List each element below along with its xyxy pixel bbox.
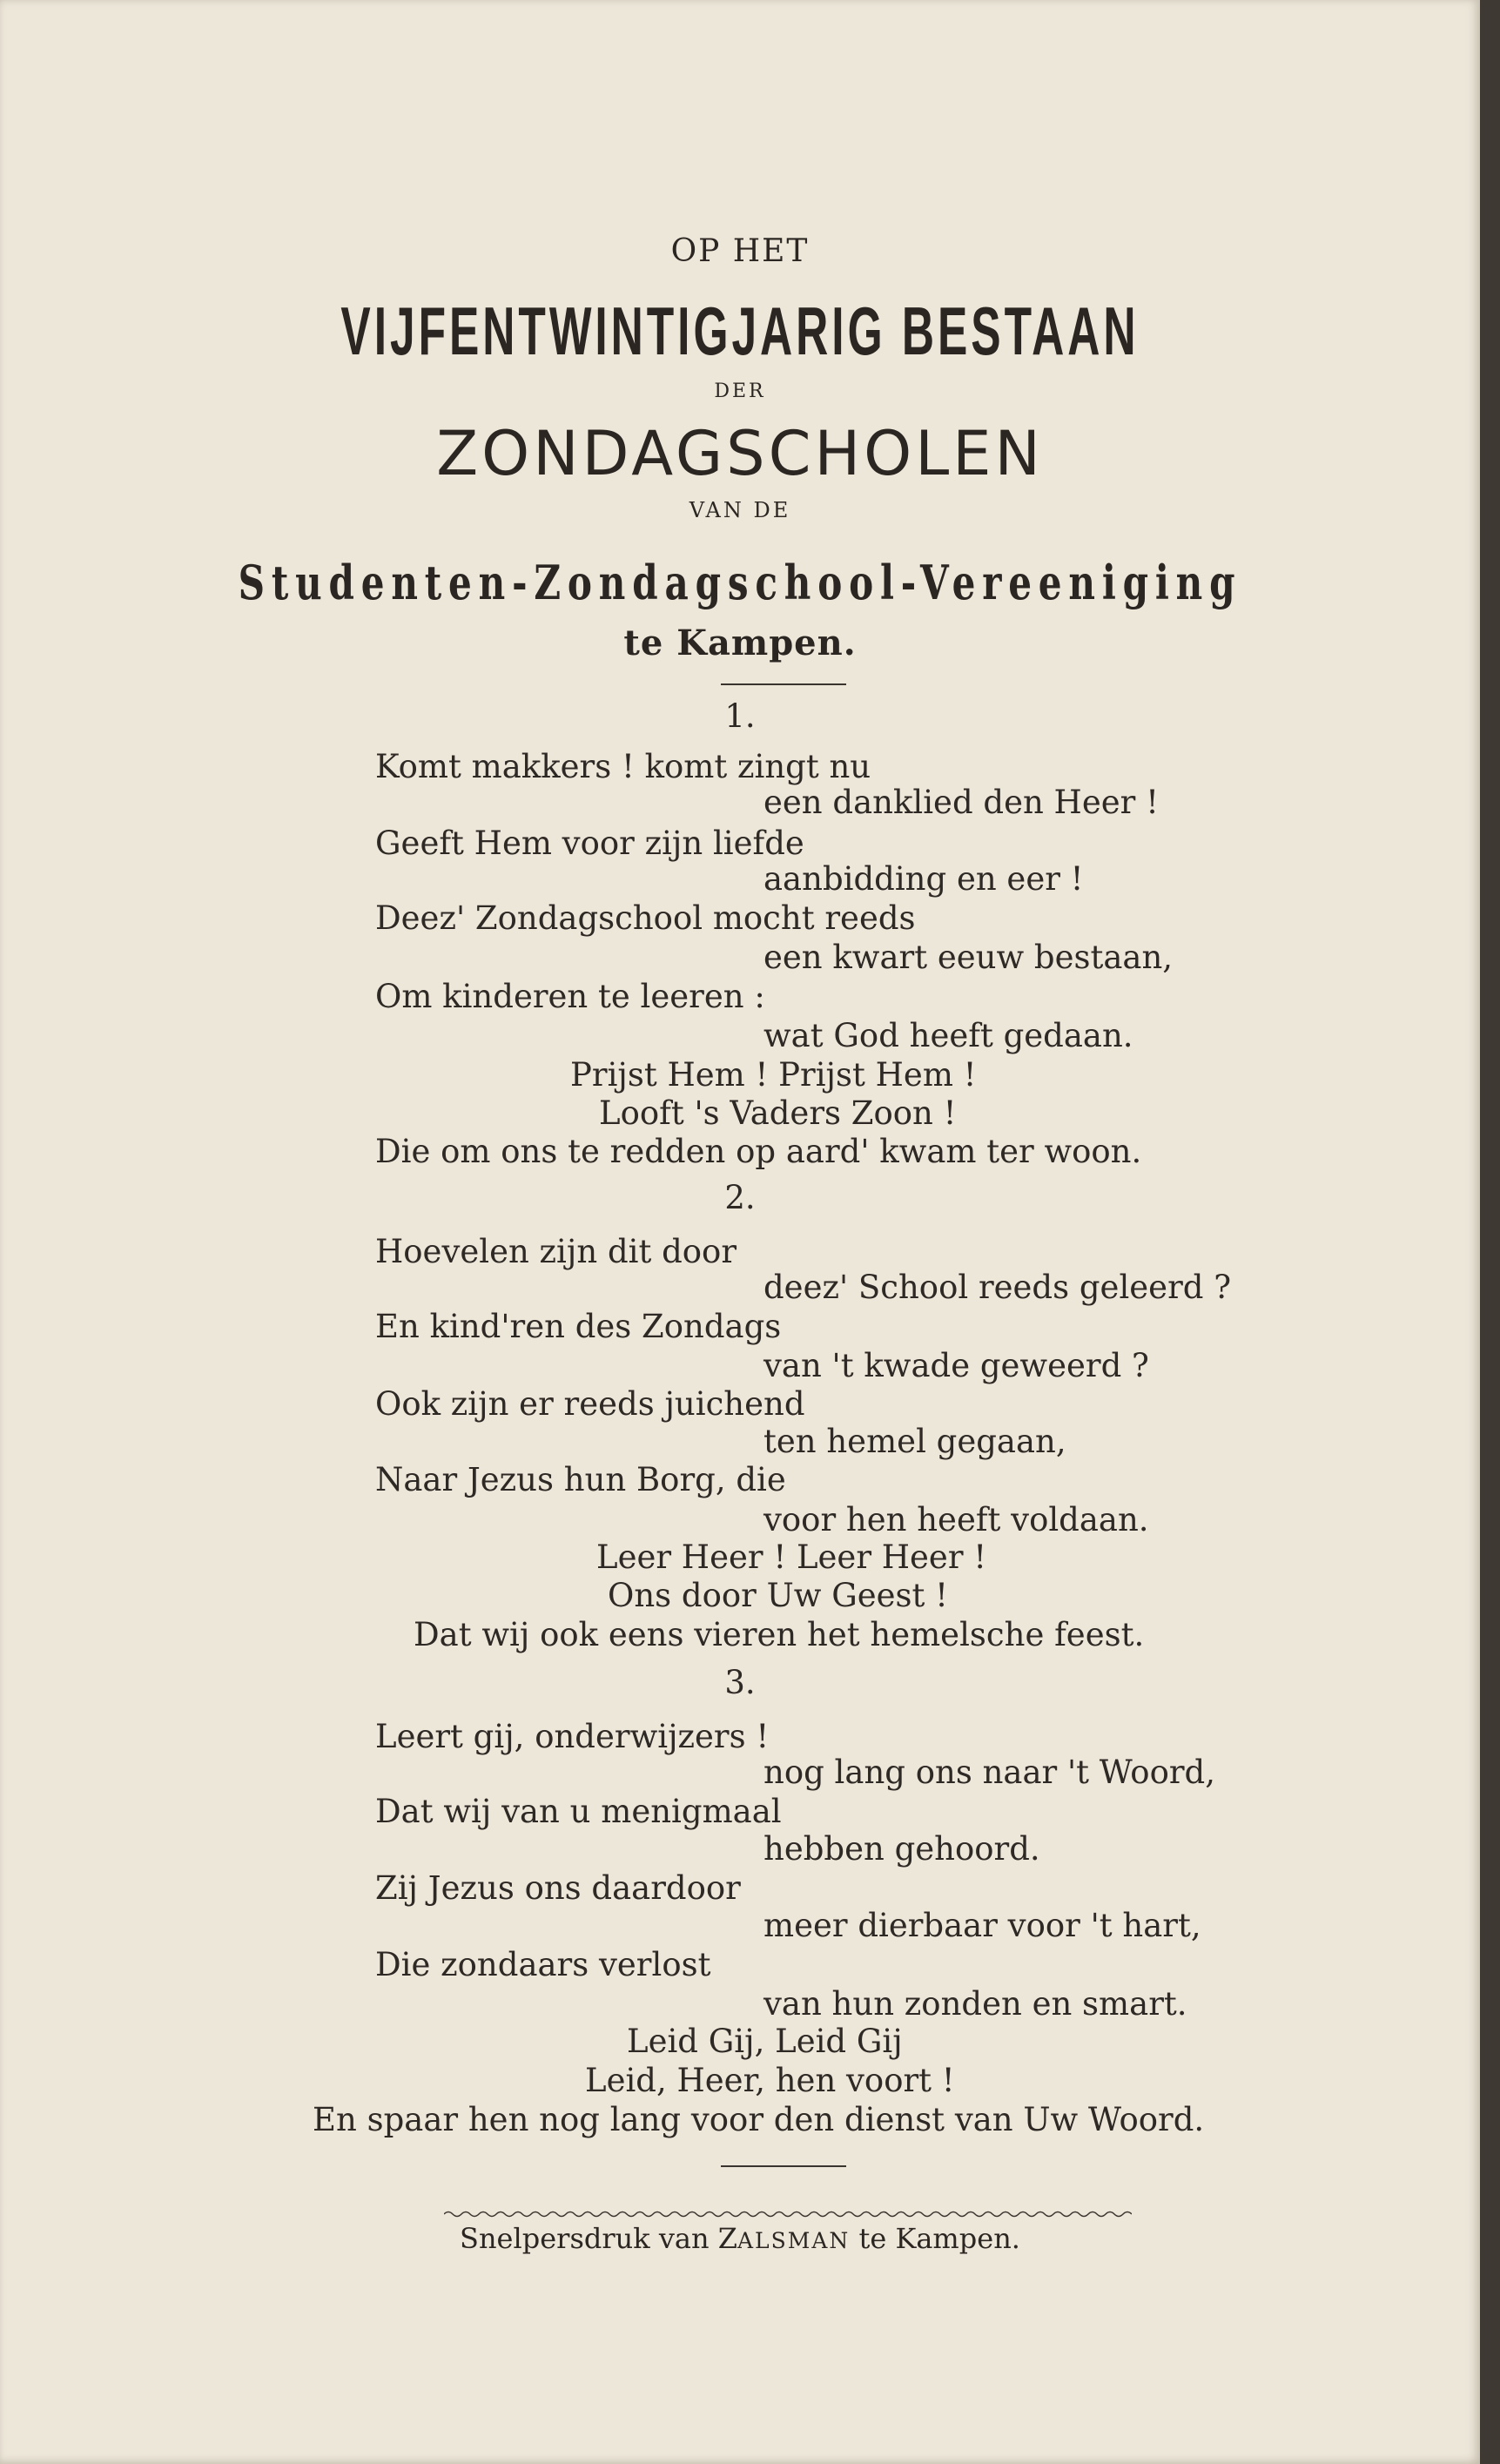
header-title-zondagscholen: ZONDAGSCHOLEN (436, 418, 1044, 489)
header-line-op-het: OP HET (670, 233, 810, 269)
verse-1-line: een kwart eeuw bestaan, (763, 939, 1174, 976)
verse-3-line: En spaar hen nog lang voor den dienst van Uw Woord. (313, 2101, 1205, 2138)
header-title-bestaan: VIJFENTWINTIGJARIG BESTAAN (340, 293, 1140, 369)
closing-divider (721, 2165, 846, 2167)
verse-2-line: Hoevelen zijn dit door (375, 1233, 737, 1270)
verse-3-line: hebben gehoord. (763, 1830, 1040, 1868)
verse-3-line: Leid Gij, Leid Gij (627, 2023, 903, 2060)
header-vereeniging-name: Studenten-Zondagschool-Vereeniging (238, 555, 1242, 610)
verse-3-line: Die zondaars verlost (375, 1946, 711, 1983)
verse-2-line: Ons door Uw Geest ! (608, 1577, 949, 1614)
printer-imprint (0, 2222, 1480, 2255)
verse-3-line: Dat wij van u menigmaal (375, 1793, 782, 1830)
verse-1-line: een danklied den Heer ! (763, 784, 1159, 821)
verse-2-line: deez' School reeds geleerd ? (763, 1269, 1232, 1306)
verse-2-line: voor hen heeft voldaan. (763, 1501, 1149, 1538)
imprint-suffix: te Kampen. (850, 2222, 1020, 2255)
verse-2-line: Ook zijn er reeds juichend (375, 1385, 805, 1423)
verse-1-line: Om kinderen te leeren : (375, 978, 765, 1015)
imprint-prefix: Snelpersdruk van (460, 2222, 718, 2255)
verse-1-line: Die om ons te redden op aard' kwam ter woon. (375, 1133, 1142, 1170)
header-divider (721, 683, 846, 685)
verse-2-line: En kind'ren des Zondags (375, 1308, 782, 1345)
header-line-van-de: VAN DE (689, 498, 791, 522)
verse-3-number: 3. (724, 1664, 756, 1701)
verse-3-line: Zij Jezus ons daardoor (375, 1869, 741, 1907)
verse-1-line: aanbidding en eer ! (763, 860, 1084, 898)
verse-3-line: van hun zonden en smart. (763, 1985, 1187, 2023)
verse-2-line: Dat wij ook eens vieren het hemelsche feest. (414, 1616, 1145, 1653)
verse-3-line: Leid, Heer, hen voort ! (585, 2062, 955, 2099)
header-location: te Kampen. (623, 623, 857, 663)
verse-3-line: Leert gij, onderwijzers ! (375, 1718, 770, 1755)
verse-2-line: Naar Jezus hun Borg, die (375, 1461, 786, 1498)
verse-2-line: ten hemel gegaan, (763, 1423, 1066, 1460)
wavy-rule (444, 2209, 1132, 2219)
verse-2-line: Leer Heer ! Leer Heer ! (596, 1538, 987, 1576)
verse-2-line: van 't kwade geweerd ? (763, 1347, 1149, 1384)
verse-3-line: nog lang ons naar 't Woord, (763, 1754, 1215, 1791)
imprint-name-initial: Z (717, 2222, 737, 2255)
verse-3-line: meer dierbaar voor 't hart, (763, 1907, 1201, 1944)
verse-1-line: Komt makkers ! komt zingt nu (375, 748, 871, 785)
verse-1-line: wat God heeft gedaan. (763, 1017, 1133, 1054)
verse-2-number: 2. (724, 1179, 756, 1216)
imprint-name-rest: ALSMAN (737, 2228, 851, 2253)
verse-1-line: Geeft Hem voor zijn liefde (375, 825, 804, 862)
verse-1-line: Deez' Zondagschool mocht reeds (375, 899, 916, 937)
verse-1-line: Looft 's Vaders Zoon ! (599, 1094, 957, 1132)
header-line-der: DER (714, 380, 766, 402)
verse-1-line: Prijst Hem ! Prijst Hem ! (570, 1056, 977, 1094)
verse-1-number: 1. (724, 697, 756, 735)
